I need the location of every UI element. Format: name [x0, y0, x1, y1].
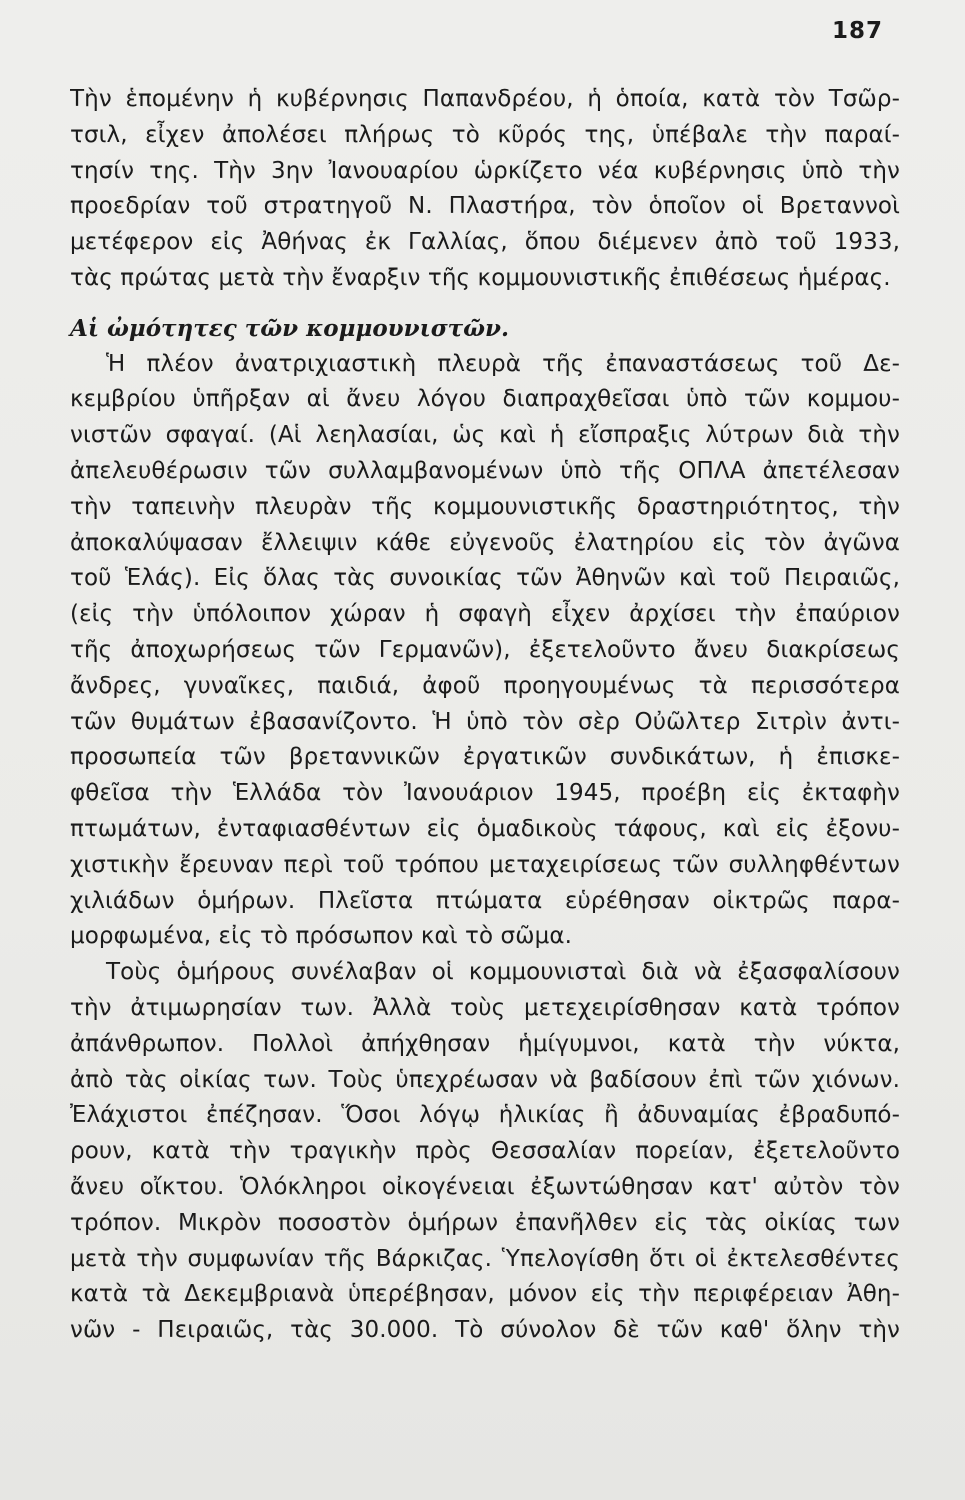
text-line: τσιλ, εἶχεν ἀπολέσει πλήρως τὸ κῦρός της, ὑπέβαλε τὴν παραί-	[70, 121, 900, 148]
text-line: προσωπεία τῶν βρεταννικῶν ἐργατικῶν συνδικάτων, ἡ ἐπισκε-	[70, 744, 900, 771]
text-line: ρουν, κατὰ τὴν τραγικὴν πρὸς Θεσσαλίαν πορείαν, ἐξετελοῦντο	[70, 1138, 900, 1165]
text-line: τησίν της. Τὴν 3ην Ἰανουαρίου ὡρκίζετο νέα κυβέρνησις ὑπὸ τὴν	[70, 157, 900, 184]
section-heading: Αἱ ὠμότητες τῶν κομμουνιστῶν.	[70, 314, 509, 342]
paragraph-3	[70, 955, 900, 1349]
text-line: ἄνδρες, γυναῖκες, παιδιά, ἀφοῦ προηγουμένως τὰ περισσότερα	[70, 672, 900, 699]
text-line: Ἐλάχιστοι ἐπέζησαν. Ὅσοι λόγῳ ἡλικίας ἢ ἀδυναμίας ἐβραδυπό-	[70, 1102, 900, 1129]
text-line: πτωμάτων, ἐνταφιασθέντων εἰς ὁμαδικοὺς τάφους, καὶ εἰς ἐξονυ-	[70, 815, 900, 842]
text-line: τὰς πρώτας μετὰ τὴν ἔναρξιν τῆς κομμουνιστικῆς ἐπιθέσεως ἡμέρας.	[70, 264, 891, 291]
text-line: Τὴν ἑπομένην ἡ κυβέρνησις Παπανδρέου, ἡ ὁποία, κατὰ τὸν Τσῶρ-	[70, 86, 900, 112]
text-line: κατὰ τὰ Δεκεμβριανὰ ὑπερέβησαν, μόνον εἰς τὴν περιφέρειαν Ἀθη-	[70, 1281, 900, 1308]
text-line: τῆς ἀποχωρήσεως τῶν Γερμανῶν), ἐξετελοῦντο ἄνευ διακρίσεως	[70, 636, 900, 663]
text-line: Ἡ πλέον ἀνατριχιαστικὴ πλευρὰ τῆς ἐπαναστάσεως τοῦ Δε-	[106, 350, 900, 377]
text-line: χιστικὴν ἔρευναν περὶ τοῦ τρόπου μεταχειρίσεως τῶν συλληφθέντων	[70, 851, 900, 878]
text-line: τὴν ταπεινὴν πλευρὰν τῆς κομμουνιστικῆς δραστηριότητος, τὴν	[70, 493, 900, 520]
text-line: φθεῖσα τὴν Ἑλλάδα τὸν Ἰανουάριον 1945, προέβη εἰς ἐκταφὴν	[70, 780, 900, 807]
paragraph-1	[70, 82, 900, 297]
text-line: μορφωμένα, εἰς τὸ πρόσωπον καὶ τὸ σῶμα.	[70, 923, 573, 950]
text-line: κεμβρίου ὑπῆρξαν αἱ ἄνευ λόγου διαπραχθεῖσαι ὑπὸ τῶν κομμου-	[70, 386, 900, 413]
text-line: ἀπὸ τὰς οἰκίας των. Τοὺς ὑπεχρέωσαν νὰ βαδίσουν ἐπὶ τῶν χιόνων.	[70, 1066, 900, 1093]
text-line: τῶν θυμάτων ἐβασανίζοντο. Ἡ ὑπὸ τὸν σὲρ Οὐῶλτερ Σιτρὶν ἀντι-	[70, 708, 900, 735]
text-line: χιλιάδων ὁμήρων. Πλεῖστα πτώματα εὑρέθησαν οἰκτρῶς παρα-	[70, 887, 900, 914]
body-text	[70, 82, 900, 1349]
text-line: μετὰ τὴν συμφωνίαν τῆς Βάρκιζας. Ὑπελογίσθη ὅτι οἱ ἐκτελεσθέντες	[70, 1245, 900, 1272]
text-line: προεδρίαν τοῦ στρατηγοῦ Ν. Πλαστήρα, τὸν ὁποῖον οἱ Βρεταννοὶ	[70, 193, 900, 220]
text-line: ἄνευ οἴκτου. Ὁλόκληροι οἰκογένειαι ἐξωντώθησαν κατ' αὐτὸν τὸν	[70, 1173, 900, 1200]
text-line: (εἰς τὴν ὑπόλοιπον χώραν ἡ σφαγὴ εἶχεν ἀρχίσει τὴν ἐπαύριον	[70, 601, 900, 628]
text-line: Τοὺς ὁμήρους συνέλαβαν οἱ κομμουνισταὶ διὰ νὰ ἐξασφαλίσουν	[106, 959, 900, 986]
text-line: ἀπελευθέρωσιν τῶν συλλαμβανομένων ὑπὸ τῆς ΟΠΛΑ ἀπετέλεσαν	[70, 457, 900, 484]
text-line: νιστῶν σφαγαί. (Αἱ λεηλασίαι, ὡς καὶ ἡ εἴσπραξις λύτρων διὰ τὴν	[70, 422, 900, 449]
text-line: ἀπάνθρωπον. Πολλοὶ ἀπήχθησαν ἡμίγυμνοι, κατὰ τὴν νύκτα,	[70, 1030, 900, 1057]
text-line: τρόπον. Μικρὸν ποσοστὸν ὁμήρων ἐπανῆλθεν εἰς τὰς οἰκίας των	[70, 1209, 900, 1236]
text-line: μετέφερον εἰς Ἀθήνας ἐκ Γαλλίας, ὅπου διέμενεν ἀπὸ τοῦ 1933,	[70, 229, 900, 256]
text-line: ἀποκαλύψασαν ἔλλειψιν κάθε εὐγενοῦς ἐλατηρίου εἰς τὸν ἀγῶνα	[70, 529, 900, 556]
text-line: νῶν - Πειραιῶς, τὰς 30.000. Τὸ σύνολον δὲ τῶν καθ' ὅλην τὴν	[70, 1317, 900, 1344]
paragraph-2	[70, 347, 900, 956]
page-number: 187	[831, 18, 883, 44]
text-line: τὴν ἀτιμωρησίαν των. Ἀλλὰ τοὺς μετεχειρίσθησαν κατὰ τρόπον	[70, 994, 900, 1021]
text-line: τοῦ Ἑλάς). Εἰς ὅλας τὰς συνοικίας τῶν Ἀθηνῶν καὶ τοῦ Πειραιῶς,	[70, 565, 900, 592]
